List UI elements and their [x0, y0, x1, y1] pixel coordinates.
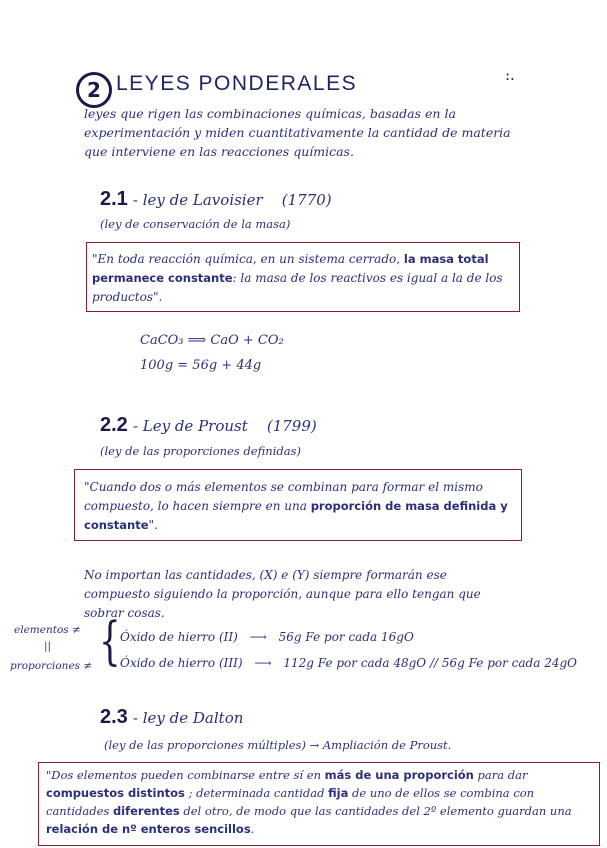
dalton-number: 2.3 — [100, 706, 128, 728]
lavoisier-title: - ley de Lavoisier — [132, 191, 263, 209]
section-number-badge: 2 — [76, 72, 112, 108]
brace-icon: { — [99, 612, 121, 672]
lavoisier-statement: "En toda reacción química, en un sistema cerrado, la masa total permanece constante: la masa de los reactivos es igual a la de los productos". — [92, 252, 503, 304]
arrow-icon: ⟶ — [249, 630, 267, 644]
oxide2-ratio: 112g Fe por cada 48gO // 56g Fe por cada 24gO — [283, 656, 577, 670]
proust-note: No importan las cantidades, (X) e (Y) siempre formarán ese compuesto siguiendo la proporción, aunque para ello tengan que sobrar cosas. — [84, 568, 481, 620]
side-label-parallel: || — [44, 640, 52, 652]
lavoisier-year: (1770) — [281, 191, 332, 209]
lavoisier-subtitle: (ley de conservación de la masa) — [100, 217, 291, 231]
lavoisier-heading — [100, 188, 332, 211]
side-label-proportions: proporciones ≠ — [10, 660, 93, 672]
dalton-title: - ley de Dalton — [132, 709, 244, 727]
oxide2-name: Óxido de hierro (III) — [120, 656, 243, 670]
oxide1-name: Óxido de hierro (II) — [120, 630, 238, 644]
oxide-row-2 — [120, 656, 577, 670]
dalton-statement: "Dos elementos pueden combinarse entre sí en más de una proporción para dar compuestos distintos ; determinada cantidad fija de uno de ellos se combina con cantidades diferentes del otro, de modo que las cantidades del 2º elemento guardan una relación de nº enteros sencillos. — [46, 768, 572, 836]
lavoisier-number: 2.1 — [100, 188, 128, 210]
corner-mark: :. — [505, 66, 515, 84]
side-label-elements: elementos ≠ — [14, 624, 81, 636]
proust-year: (1799) — [266, 417, 317, 435]
dalton-subtitle: (ley de las proporciones múltiples) → Ampliación de Proust. — [104, 738, 452, 752]
proust-title: - Ley de Proust — [132, 417, 248, 435]
lavoisier-equation-masses: 100g = 56g + 44g — [140, 358, 262, 373]
lavoisier-equation-reaction: CaCO₃ ⟹ CaO + CO₂ — [140, 333, 284, 348]
proust-number: 2.2 — [100, 414, 128, 436]
intro-paragraph: leyes que rigen las combinaciones químicas, basadas en la experimentación y miden cuantitativamente la cantidad de materia que interviene en las reacciones químicas. — [84, 106, 511, 159]
proust-heading — [100, 414, 317, 437]
oxide-row-1 — [120, 630, 414, 644]
arrow-icon: ⟶ — [254, 656, 272, 670]
oxide1-ratio: 56g Fe por cada 16gO — [278, 630, 414, 644]
proust-subtitle: (ley de las proporciones definidas) — [100, 444, 301, 458]
proust-statement: "Cuando dos o más elementos se combinan para formar el mismo compuesto, lo hacen siempre en una proporción de masa definida y constante". — [84, 480, 508, 532]
dalton-heading — [100, 706, 243, 729]
page-title: LEYES PONDERALES — [116, 72, 358, 95]
